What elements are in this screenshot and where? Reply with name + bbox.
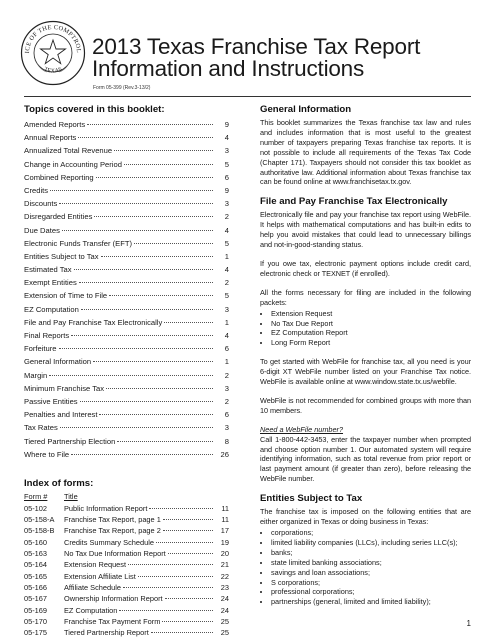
dot-leader <box>93 361 213 362</box>
topic-entry <box>24 263 229 276</box>
form-number: 05-175 <box>24 628 48 638</box>
file-pay-paragraph-2: If you owe tax, electronic payment options include credit card, electronic check or TEXNET (if enrolled). <box>260 258 471 278</box>
dot-leader <box>165 598 213 599</box>
form-page: 20 <box>220 549 229 559</box>
packet-item: • EZ Computation Report <box>271 328 471 338</box>
dot-leader <box>109 295 213 296</box>
topic-entry <box>24 435 229 448</box>
form-number: 05-169 <box>24 605 48 615</box>
general-info-heading: General Information <box>260 104 352 115</box>
topic-page: 2 <box>224 278 229 288</box>
dot-leader <box>168 553 213 554</box>
dot-leader <box>114 150 213 151</box>
topic-entry <box>24 342 229 355</box>
form-page: 17 <box>220 526 229 536</box>
topic-label: Entities Subject to Tax <box>24 251 99 261</box>
topic-label: Minimum Franchise Tax <box>24 383 105 393</box>
svg-text:OFFICE OF THE COMPTROLLER <box>20 20 82 53</box>
form-entry <box>24 627 229 638</box>
form-number: 05-158-A <box>24 515 55 525</box>
form-number: 05-158-B <box>24 526 55 536</box>
dot-leader <box>60 427 213 428</box>
topic-page: 2 <box>224 212 229 222</box>
form-title: No Tax Due Information Report <box>64 549 166 559</box>
page-title <box>92 36 482 80</box>
topic-page: 6 <box>224 172 229 182</box>
form-page: 24 <box>220 594 229 604</box>
dot-leader <box>128 564 213 565</box>
topic-page: 4 <box>224 225 229 235</box>
topic-label: Discounts <box>24 199 58 209</box>
topic-page: 4 <box>224 133 229 143</box>
topic-label: Credits <box>24 185 49 195</box>
file-pay-paragraph-5: WebFile is not recommended for combined groups with more than 10 members. <box>260 395 471 415</box>
entities-heading: Entities Subject to Tax <box>260 493 363 505</box>
topics-list <box>24 118 229 461</box>
seal-outer-text: ICE OF THE COMPTROL <box>23 23 83 54</box>
topic-label: Forfeiture <box>24 344 57 354</box>
dot-leader <box>101 256 213 257</box>
entity-item: • professional corporations; <box>271 587 471 597</box>
topic-page: 5 <box>224 238 229 248</box>
form-title: Public Information Report <box>64 503 148 513</box>
file-pay-paragraph-4: To get started with WebFile for franchise tax, all you need is your 6-digit XT WebFile number listed on your Franchise Tax notice. WebFile is available online at www.window.state.tx.us/webfile. <box>260 357 471 387</box>
form-number: 05-163 <box>24 549 48 559</box>
form-page: 23 <box>220 582 229 592</box>
entity-item: • banks; <box>271 548 471 558</box>
topic-entry <box>24 395 229 408</box>
webfile-number-subheading: Need a WebFile number? <box>260 424 344 434</box>
topic-entry <box>24 210 229 223</box>
form-title: Ownership Information Report <box>64 594 163 604</box>
topics-heading: Topics covered in this booklet: <box>24 104 165 115</box>
topic-entry <box>24 158 229 171</box>
dot-leader <box>78 137 213 138</box>
form-entry <box>24 503 229 514</box>
form-entry <box>24 571 229 582</box>
topic-entry <box>24 131 229 144</box>
form-entry <box>24 537 229 548</box>
entity-item: • limited liability companies (LLCs), including series LLC(s); <box>271 538 471 548</box>
topic-page: 3 <box>224 199 229 209</box>
topic-label: EZ Computation <box>24 304 79 314</box>
dot-leader <box>156 542 213 543</box>
topic-page: 6 <box>224 344 229 354</box>
file-pay-paragraph-1: Electronically file and pay your franchise tax report using WebFile. It helps with mathematical computations and has built-in edits to help you avoid mistakes that could lead to unnecessary billings and not-in-good-standing status. <box>260 210 471 250</box>
dot-leader <box>99 414 213 415</box>
form-title: Tiered Partnership Report <box>64 628 149 638</box>
file-pay-heading: File and Pay Franchise Tax Electronically <box>260 196 448 208</box>
topic-label: Where to File <box>24 449 70 459</box>
form-title: Credits Summary Schedule <box>64 537 154 547</box>
topic-page: 5 <box>224 291 229 301</box>
form-number: 05-165 <box>24 571 48 581</box>
form-number-note: Form 05-399 (Rev.3-13/2) <box>93 85 151 91</box>
topic-page: 3 <box>224 423 229 433</box>
topic-page: 4 <box>224 265 229 275</box>
form-entry <box>24 559 229 570</box>
seal-bottom-text: TEXAS <box>42 66 64 75</box>
topic-page: 8 <box>224 436 229 446</box>
svg-text:TEXAS <box>43 67 63 75</box>
form-number: 05-102 <box>24 503 48 513</box>
form-page: 11 <box>221 503 229 513</box>
dot-leader <box>162 621 213 622</box>
dot-leader <box>71 454 213 455</box>
topic-label: Extension of Time to File <box>24 291 108 301</box>
topic-entry <box>24 421 229 434</box>
title-line-1: 2013 Texas Franchise Tax Report <box>92 34 421 59</box>
topic-page: 9 <box>224 120 229 129</box>
topic-page: 26 <box>220 449 229 459</box>
dot-leader <box>163 530 213 531</box>
dot-leader <box>59 348 214 349</box>
topic-label: Tiered Partnership Election <box>24 436 116 446</box>
topic-page: 3 <box>224 146 229 156</box>
topic-label: Annualized Total Revenue <box>24 146 113 156</box>
topic-page: 1 <box>224 357 229 367</box>
dot-leader <box>117 441 213 442</box>
form-entry <box>24 514 229 525</box>
dot-leader <box>94 216 213 217</box>
dot-leader <box>50 190 213 191</box>
form-number: 05-160 <box>24 537 48 547</box>
topic-label: General Information <box>24 357 92 367</box>
webfile-number-body: Call 1-800-442-3453, enter the taxpayer number when prompted and choose option number 1. Our automated system will require identifying information, such as total revenue from prior report or last payment amount (if greater than zero), before releasing the WebFile number. <box>260 434 471 484</box>
topic-entry <box>24 184 229 197</box>
form-title: Extension Affiliate List <box>64 571 136 581</box>
topic-label: Tax Rates <box>24 423 58 433</box>
form-entry <box>24 525 229 536</box>
form-page: 25 <box>220 616 229 626</box>
dot-leader <box>81 309 213 310</box>
topic-label: Annual Reports <box>24 133 77 143</box>
topic-page: 9 <box>224 185 229 195</box>
topic-entry <box>24 369 229 382</box>
topic-entry <box>24 171 229 184</box>
form-entry <box>24 616 229 627</box>
dot-leader <box>151 632 213 633</box>
form-number: 05-166 <box>24 582 48 592</box>
topic-label: Penalties and Interest <box>24 410 98 420</box>
dot-leader <box>71 335 213 336</box>
comptroller-seal <box>20 20 86 86</box>
forms-index-heading: Index of forms: <box>24 477 94 489</box>
topic-entry <box>24 118 229 131</box>
form-title: Franchise Tax Payment Form <box>64 616 161 626</box>
page-number: 1 <box>466 619 471 628</box>
topic-entry <box>24 316 229 329</box>
form-page: 21 <box>220 560 229 570</box>
form-page: 19 <box>220 537 229 547</box>
forms-column-header <box>24 491 229 503</box>
title-line-2: Information and Instructions <box>92 56 365 81</box>
dot-leader <box>119 610 213 611</box>
topic-label: Margin <box>24 370 48 380</box>
dot-leader <box>123 587 213 588</box>
form-title: EZ Computation <box>64 605 118 615</box>
dot-leader <box>163 519 213 520</box>
topic-label: Passive Entities <box>24 396 78 406</box>
topic-label: Estimated Tax <box>24 265 72 275</box>
dot-leader <box>124 164 213 165</box>
general-info-body: This booklet summarizes the Texas franchise tax law and rules and includes information that is most useful to the greatest number of taxpayers preparing Texas franchise tax reports. It is not possible to include all requirements of the Texas Tax Code (Chapter 171). Taxpayers should not consider this tax booklet as authoritative law. Additional information about Texas franchise tax can be found online at www.franchisetax.tx.gov. <box>260 118 471 187</box>
topic-page: 1 <box>224 251 229 261</box>
dot-leader <box>79 282 213 283</box>
dot-leader <box>164 322 213 323</box>
dot-leader <box>74 269 213 270</box>
form-entry <box>24 593 229 604</box>
topic-entry <box>24 197 229 210</box>
form-number: 05-170 <box>24 616 48 626</box>
topic-entry <box>24 329 229 342</box>
form-number: 05-167 <box>24 594 48 604</box>
topic-label: Electronic Funds Transfer (EFT) <box>24 238 133 248</box>
topic-page: 3 <box>224 383 229 393</box>
topic-label: Exempt Entities <box>24 278 77 288</box>
dot-leader <box>149 508 213 509</box>
topic-page: 4 <box>224 331 229 340</box>
entity-item: • savings and loan associations; <box>271 568 471 578</box>
form-page: 11 <box>221 515 229 525</box>
topic-label: Amended Reports <box>24 120 86 129</box>
form-entry <box>24 548 229 559</box>
topic-entry <box>24 276 229 289</box>
topic-entry <box>24 224 229 237</box>
entity-item: • corporations; <box>271 528 471 538</box>
topic-entry <box>24 237 229 250</box>
topic-page: 2 <box>224 396 229 406</box>
form-page: 25 <box>220 628 229 638</box>
topic-entry <box>24 382 229 395</box>
topic-label: Due Dates <box>24 225 60 235</box>
dot-leader <box>49 375 213 376</box>
topic-page: 2 <box>224 370 229 380</box>
entities-body: The franchise tax is imposed on the following entities that are either organized in Texas or doing business in Texas: <box>260 507 471 527</box>
right-column <box>260 104 471 607</box>
form-entry <box>24 605 229 616</box>
form-title: Franchise Tax Report, page 1 <box>64 515 161 525</box>
packet-item: • Long Form Report <box>271 338 471 348</box>
dot-leader <box>96 177 213 178</box>
topic-page: 3 <box>224 304 229 314</box>
entities-list <box>260 528 471 607</box>
dot-leader <box>80 401 213 402</box>
topic-label: File and Pay Franchise Tax Electronically <box>24 317 163 327</box>
topic-entry <box>24 448 229 461</box>
dot-leader <box>59 203 213 204</box>
topic-entry <box>24 250 229 263</box>
topic-label: Final Reports <box>24 331 70 340</box>
form-number: 05-164 <box>24 560 48 570</box>
forms-list <box>24 503 229 639</box>
packet-item: • Extension Request <box>271 309 471 319</box>
packet-item: • No Tax Due Report <box>271 319 471 329</box>
entity-item: • state limited banking associations; <box>271 558 471 568</box>
header-divider <box>24 96 471 97</box>
topic-entry <box>24 355 229 368</box>
file-pay-paragraph-3: All the forms necessary for filing are included in the following packets: <box>260 287 471 307</box>
topic-entry <box>24 289 229 302</box>
form-number-column: Form # <box>24 491 48 501</box>
dot-leader <box>62 230 213 231</box>
dot-leader <box>138 576 213 577</box>
form-title-column: Title <box>64 491 78 501</box>
topic-page: 5 <box>224 159 229 169</box>
entity-item: • partnerships (general, limited and limited liability); <box>271 597 471 607</box>
form-title: Franchise Tax Report, page 2 <box>64 526 161 536</box>
packets-list <box>260 309 471 349</box>
form-page: 22 <box>220 571 229 581</box>
topic-entry <box>24 144 229 157</box>
dot-leader <box>87 124 213 125</box>
form-page: 24 <box>220 605 229 615</box>
topic-label: Change in Accounting Period <box>24 159 122 169</box>
form-entry <box>24 582 229 593</box>
topic-label: Combined Reporting <box>24 172 94 182</box>
dot-leader <box>134 243 213 244</box>
topic-page: 1 <box>224 317 229 327</box>
form-title: Affiliate Schedule <box>64 582 121 592</box>
dot-leader <box>106 388 213 389</box>
topic-label: Disregarded Entities <box>24 212 93 222</box>
left-column <box>24 104 229 638</box>
topic-entry <box>24 303 229 316</box>
form-title: Extension Request <box>64 560 127 570</box>
topic-entry <box>24 408 229 421</box>
entity-item: • S corporations; <box>271 578 471 588</box>
topic-page: 6 <box>224 410 229 420</box>
